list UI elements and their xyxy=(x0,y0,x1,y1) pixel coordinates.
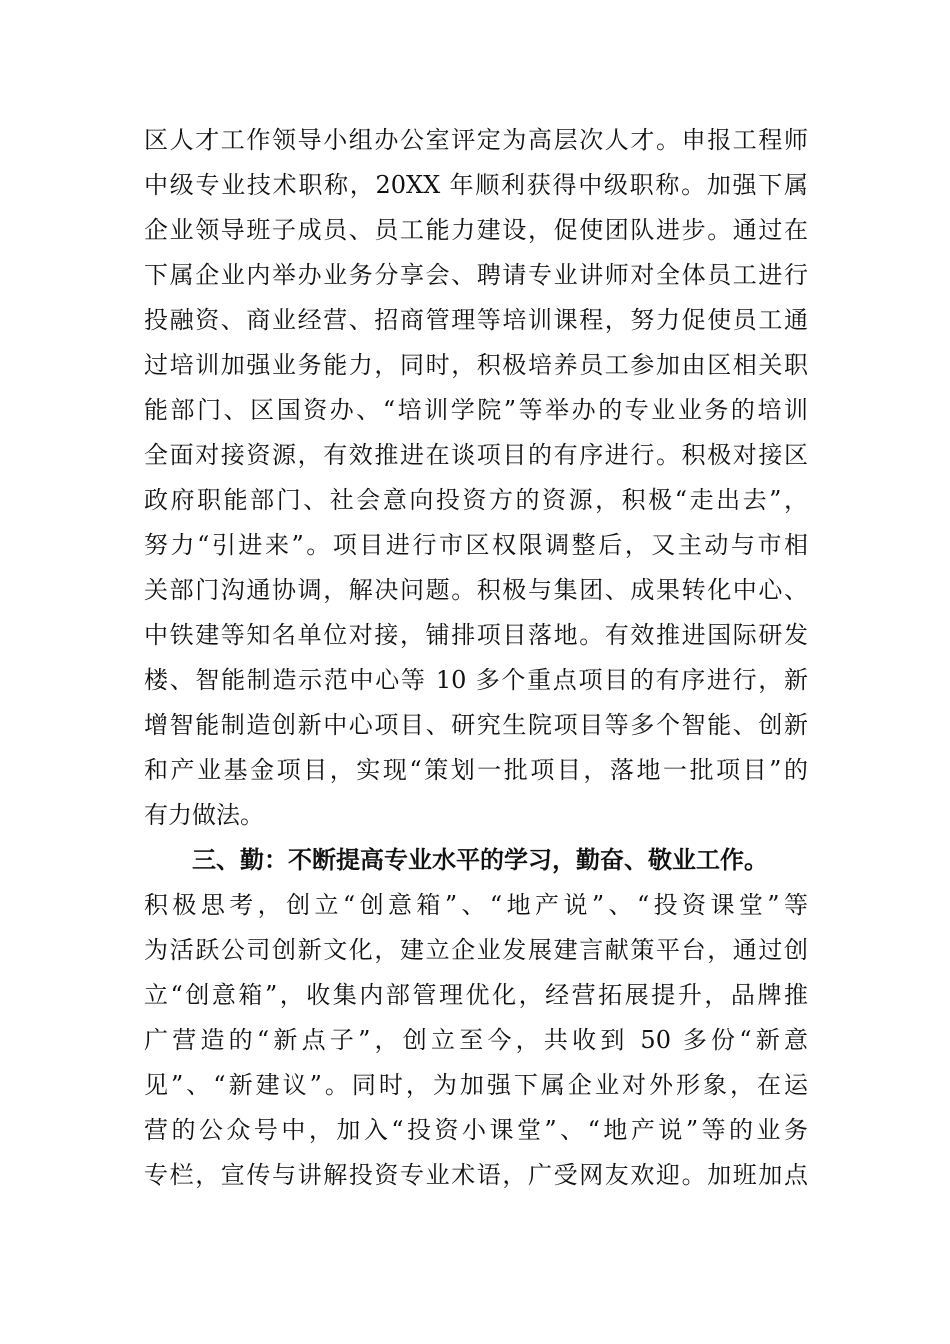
text-line: 区人才工作领导小组办公室评定为高层次人才。申报工程师 xyxy=(144,126,808,154)
text-line: 企业领导班子成员、员工能力建设，促使团队进步。通过在 xyxy=(144,216,808,244)
text-line: 中铁建等知名单位对接，铺排项目落地。有效推进国际研发 xyxy=(144,621,808,649)
text-line: 立“创意箱”，收集内部管理优化，经营拓展提升，品牌推 xyxy=(144,981,808,1009)
text-line: 中级专业技术职称，20XX 年顺利获得中级职称。加强下属 xyxy=(144,171,808,199)
text-line: 关部门沟通协调，解决问题。积极与集团、成果转化中心、 xyxy=(144,576,808,604)
text-line: 积极思考，创立“创意箱”、“地产说”、“投资课堂”等 xyxy=(144,891,808,919)
text-line: 见”、“新建议”。同时，为加强下属企业对外形象，在运 xyxy=(144,1071,808,1099)
text-line: 为活跃公司创新文化，建立企业发展建言献策平台，通过创 xyxy=(144,936,808,964)
text-line: 投融资、商业经营、招商管理等培训课程，努力促使员工通 xyxy=(144,306,808,334)
text-line: 增智能制造创新中心项目、研究生院项目等多个智能、创新 xyxy=(144,711,808,739)
text-line: 楼、智能制造示范中心等 10 多个重点项目的有序进行，新 xyxy=(144,666,808,694)
text-line: 政府职能部门、社会意向投资方的资源，积极“走出去”， xyxy=(144,486,808,514)
text-line: 广营造的“新点子”，创立至今，共收到 50 多份“新意 xyxy=(144,1026,808,1054)
text-line: 全面对接资源，有效推进在谈项目的有序进行。积极对接区 xyxy=(144,441,808,469)
section-heading: 三、勤：不断提高专业水平的学习，勤奋、敬业工作。 xyxy=(192,845,768,874)
text-line: 专栏，宣传与讲解投资专业术语，广受网友欢迎。加班加点 xyxy=(144,1161,808,1189)
text-line: 有力做法。 xyxy=(144,801,264,829)
text-line: 下属企业内举办业务分享会、聘请专业讲师对全体员工进行 xyxy=(144,261,808,289)
text-line: 过培训加强业务能力，同时，积极培养员工参加由区相关职 xyxy=(144,351,808,379)
text-line: 努力“引进来”。项目进行市区权限调整后，又主动与市相 xyxy=(144,531,808,559)
text-line: 能部门、区国资办、“培训学院”等举办的专业业务的培训 xyxy=(144,396,808,424)
text-line: 营的公众号中，加入“投资小课堂”、“地产说”等的业务 xyxy=(144,1116,808,1144)
text-line: 和产业基金项目，实现“策划一批项目，落地一批项目”的 xyxy=(144,756,808,784)
